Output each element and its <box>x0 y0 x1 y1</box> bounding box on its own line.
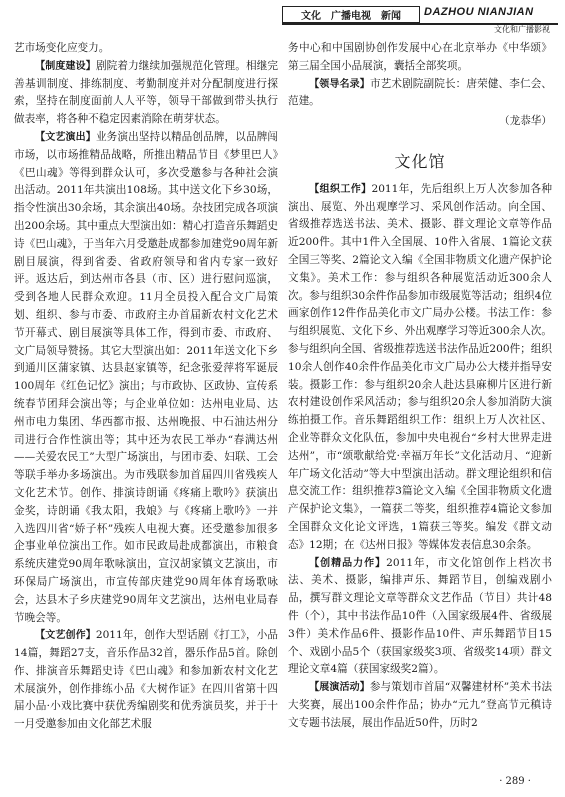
paragraph <box>14 129 278 627</box>
tab-news: 新闻 <box>381 11 401 22</box>
paragraph-label: 【制度建设】 <box>35 60 96 72</box>
paragraph-text: 艺市场变化应变力。 <box>14 42 110 54</box>
paragraph <box>14 40 278 58</box>
chapter-subtitle: 文化和广播影视 <box>494 25 550 34</box>
page-header <box>0 0 565 40</box>
paragraph-text: 务中心和中国剧协创作发展中心在北京举办《中华颂》第三届全国小品展演，囊括全部奖项。 <box>288 42 552 72</box>
left-column <box>14 40 278 734</box>
yearbook-title: DAZHOU NIANJIAN <box>424 6 534 18</box>
paragraph-label: 【创精品力作】 <box>309 557 387 569</box>
paragraph <box>288 40 552 76</box>
paragraph-text: 业务演出坚持以精品创品牌，以品牌闯市场，以市场推精品战略，所推出精品节目《梦里巴人》《巴山魂》等得到群众认可，多次受邀参与各种社会演出活动。2011年共演出108场。其中送文化下乡30场，指令性演出30余场，其余演出40场。杂技团完成各项演出200余场。其中重点大型演出如：精心打造音乐舞蹈史诗《巴山魂》，于当年六月受邀赴成都参加建党90周年新剧目展演，得到省委、省政府领导和省内专家一致好评。返达后，到达州市各县（市、区）进行慰问巡演，受到各地人民群众欢迎。11月全员投入配合文广局策划、组织、参与市委、市政府主办首届新农村文化艺术节开幕式、剧目展演等具体工作，得到市委、市政府、文广局领导赞扬。其它大型演出如：2011年送文化下乡到通川区蒲家镇、达县赵家镇等，纪念张爱萍将军诞辰100周年《红色记忆》演出；与市政协、区政协、宣传系统春节团拜会演出等；与企业单位如：达州电业局、达州市电力集团、华西都市报、达州晚报、中石油达州分司进行合作性演出等；其中还为农民工举办“春满达州——关爱农民工”大型广场演出，与团市委、妇联、工会等联手举办多场演出。为市残联参加首届四川省残疾人文化艺术节。创作、排演诗朗诵《疼痛上歌吟》获演出金奖，诗朗诵《我太阳，我娘》与《疼痛上歌吟》一并入选四川省“娇子杯”残疾人电视大赛。还受邀参加很多企事业单位演出工作。如市民政局赴成都演出，市粮食系统庆建党90周年歌咏演出，宣汉胡家镇文艺演出，市环保局广场演出，市宣传部庆建党90周年体育场歌咏会，达县木子乡庆建党90周年文艺演出，达州电业局春节晚会等。 <box>14 130 279 624</box>
paragraph-label: 【展演活动】 <box>309 682 370 694</box>
paragraph-text: 市艺术剧院副院长：唐荣健、李仁会、范建。 <box>288 77 553 108</box>
paragraph-label: 【组织工作】 <box>309 183 372 195</box>
right-column <box>288 40 552 732</box>
page-number: · 289 · <box>499 776 531 787</box>
paragraph <box>288 181 552 555</box>
paragraph <box>288 679 552 732</box>
paragraph-text: 参与策划市首届“双馨建材杯”美术书法大奖赛，展出100余件作品；协办“元九”登高节元稹诗文专题书法展，展出作品近50件，历时2 <box>288 681 552 729</box>
section-title: 文化馆 <box>394 151 446 171</box>
paragraph <box>14 58 278 129</box>
paragraph-label: 【领导名录】 <box>309 78 370 90</box>
tab-culture: 文化 <box>301 11 321 22</box>
paragraph-label: 【文艺创作】 <box>35 630 96 642</box>
paragraph-text: 剧院着力继续加强规范化管理。相继完善基训制度、排练制度、考勤制度并对分配制度进行探索，坚持在制度面前人人平等，领导干部做到带头执行做表率，将各种不稳定因素消除在萌芽状态。 <box>14 59 279 126</box>
paragraph <box>14 627 278 734</box>
paragraph <box>288 555 552 680</box>
author-credit: （龙恭华） <box>499 115 552 128</box>
paragraph-label: 【文艺演出】 <box>35 131 96 143</box>
section-tabs <box>282 6 420 23</box>
paragraph-text: 2011年，创作大型话剧《打工》，小品14篇，舞蹈27支，音乐作品32首，器乐作品5首。除创作、排演音乐舞蹈史诗《巴山魂》和参加新农村文化艺术展演外，创作排练小品《大树作证》在四川省第十四届小品·小戏比赛中获优秀编剧奖和优秀演员奖，并于十一月受邀参加由文化部艺术服 <box>14 629 278 731</box>
paragraph-text: 2011年，市文化馆创作上档次书法、美术、摄影，编排声乐、舞蹈节目，创编戏剧小品，撰写群文理论文章等群众文艺作品（节目）共计48件（个），其中书法作品10件（入国家级展4件、省级展3件）美术作品6件、摄影作品10件、声乐舞蹈节目15个、戏剧小品5个（获国家级奖3项、省级奖14项）群文理论文章4篇（获国家级奖2篇）。 <box>288 556 553 676</box>
paragraph-text: 2011年，先后组织上万人次参加各种演出、展览、外出观摩学习、采风创作活动。向全国、省级推荐选送书法、美术、摄影、群文理论文章等作品近200件。其中1件入全国展、10件入省展、1篇论文获全国三等奖、2篇论文入编《全国非物质文化遗产保护论文集》。美术工作：参与组织各种展览活动近300余人次。参与组织30余件作品参加市级展览等活动；组织4位画家创作12件作品美化市文广局办公楼。书法工作：参与组织展览、文化下乡、外出观摩学习等近300余人次。参与组织向全国、省级推荐选送书法作品近200件；组织10余人创作40余件作品美化市文广局办公大楼并指导安装。摄影工作：参与组织20余人赴达县麻柳片区进行新农村建设创作采风活动；参与组织20余人参加消防大演练拍摄工作。音乐舞蹈组织工作：组织上万人次社区、企业等群众文化队伍，参加中央电视台“乡村大世界走进达州”，市“颂歌献给党·幸福万年长”文化活动月、“迎新年广场文化活动”等大中型演出活动。群文理论组织和信息交流工作：组织推荐3篇论文入编《全国非物质文化遗产保护论文集》，一篇获二等奖，组织推荐4篇论文参加全国群众文化论文评选，1篇获三等奖。编发《群文动态》12期；在《达州日报》等媒体发表信息30余条。 <box>288 182 552 551</box>
tab-broadcast: 广播电视 <box>331 11 371 22</box>
paragraph <box>288 76 552 112</box>
